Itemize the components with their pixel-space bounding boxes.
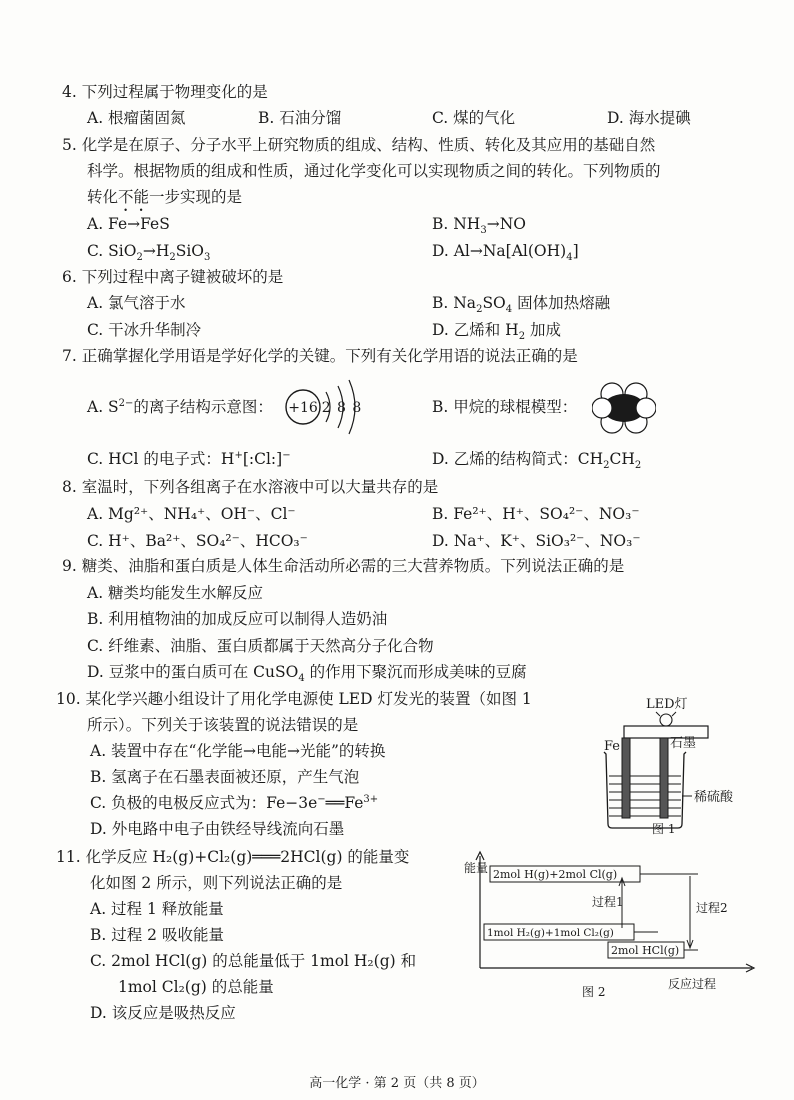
q7-stem: 7. 正确掌握化学用语是学好化学的关键。下列有关化学用语的说法正确的是 xyxy=(62,347,578,365)
level-mid-label: 1mol H₂(g)+1mol Cl₂(g) xyxy=(487,927,614,939)
q8-option-b: B. Fe²⁺、H⁺、SO₄²⁻、NO₃⁻ xyxy=(432,505,640,523)
process-2-label: 过程2 xyxy=(696,901,728,915)
q8-option-c: C. H⁺、Ba²⁺、SO₄²⁻、HCO₃⁻ xyxy=(87,532,308,550)
q10-stem-line2: 所示）。下列关于该装置的说法错误的是 xyxy=(87,716,359,734)
q5-option-c: C. $SiO_2\to H_2SiO_3$ xyxy=(87,242,211,264)
graphite-label: 石墨 xyxy=(670,736,697,751)
emphasis-not: 不能 xyxy=(118,188,150,206)
q4-option-c: C. 煤的气化 xyxy=(432,109,516,127)
q9-option-d: D. 豆浆中的蛋白质可在 CuSO$_4$ 的作用下聚沉而形成美味的豆腐 xyxy=(87,663,527,685)
q6-option-d: D. 乙烯和 $H_2$ 加成 xyxy=(432,321,561,343)
q6-option-a: A. 氯气溶于水 xyxy=(87,294,186,312)
figure-2-energy-diagram xyxy=(462,850,762,1000)
q11-option-c-line1: C. 2mol HCl(g) 的总能量低于 1mol H₂(g) 和 xyxy=(90,952,417,970)
q10-option-a: A. 装置中存在“化学能→电能→光能”的转换 xyxy=(90,742,386,760)
q7-option-a: A. $S^{2-}$的离子结构示意图： xyxy=(87,397,273,416)
figure-1-led-cell xyxy=(594,694,754,840)
q5-stem-line2: 科学。根据物质的组成和性质，通过化学变化可以实现物质之间的转化。下列物质的 xyxy=(87,162,661,180)
q11-option-a: A. 过程 1 释放能量 xyxy=(90,900,224,918)
q5-stem-line1: 5. 化学是在原子、分子水平上研究物质的组成、结构、性质、转化及其应用的基础自然 xyxy=(62,136,656,154)
q11-option-b: B. 过程 2 吸收能量 xyxy=(90,926,224,944)
q9-option-c: C. 纤维素、油脂、蛋白质都属于天然高分子化合物 xyxy=(87,637,434,655)
q4-option-b: B. 石油分馏 xyxy=(258,109,342,127)
q6-option-b: B. $Na_2SO_4$ 固体加热熔融 xyxy=(432,294,611,316)
led-label: LED灯 xyxy=(646,697,688,712)
sulfide-ion-diagram xyxy=(282,376,362,438)
methane-ball-stick-model xyxy=(592,380,656,436)
q11-stem-line1: 11. 化学反应 H₂(g)+Cl₂(g)═══2HCl(g) 的能量变 xyxy=(56,848,410,866)
q6-option-c: C. 干冰升华制冷 xyxy=(87,321,202,339)
q9-option-b: B. 利用植物油的加成反应可以制得人造奶油 xyxy=(87,610,388,628)
level-top-label: 2mol H(g)+2mol Cl(g) xyxy=(493,868,618,881)
figure-1-caption: 图 1 xyxy=(652,822,676,836)
q10-option-b: B. 氢离子在石墨表面被还原，产生气泡 xyxy=(90,768,360,786)
q5-option-d: D. $Al\to Na[Al(OH)_4]$ xyxy=(432,242,579,264)
x-axis-label: 反应过程 xyxy=(668,977,717,991)
q7-option-d: D. 乙烯的结构简式：$CH_2CH_2$ xyxy=(432,450,642,472)
q5-option-a: A. Fe→FeS xyxy=(87,215,170,233)
q5-stem-line3: 转化不能一步实现的是 xyxy=(87,188,243,206)
q8-stem: 8. 室温时，下列各组离子在水溶液中可以大量共存的是 xyxy=(62,478,439,496)
fe-label: Fe xyxy=(604,739,621,754)
q7-option-b: B. 甲烷的球棍模型： xyxy=(432,398,578,416)
q8-option-a: A. Mg²⁺、NH₄⁺、OH⁻、Cl⁻ xyxy=(87,505,296,523)
q9-option-a: A. 糖类均能发生水解反应 xyxy=(87,584,264,602)
q4-stem: 4. 下列过程属于物理变化的是 xyxy=(62,83,268,101)
q4-option-a: A. 根瘤菌固氮 xyxy=(87,109,186,127)
q7-option-c: C. HCl 的电子式：H+[:Cl:]− xyxy=(87,449,291,468)
q9-stem: 9. 糖类、油脂和蛋白质是人体生命活动所必需的三大营养物质。下列说法正确的是 xyxy=(62,557,625,575)
q11-option-c-line2: 1mol Cl₂(g) 的总能量 xyxy=(118,978,274,996)
q8-option-d: D. Na⁺、K⁺、SiO₃²⁻、NO₃⁻ xyxy=(432,532,641,550)
electron-shells: 2 8 8 xyxy=(321,400,362,416)
q10-option-c: C. 负极的电极反应式为：$Fe-3e^-══Fe^{3+}$ xyxy=(90,793,379,812)
q5-option-b: B. $NH_3\to NO$ xyxy=(432,215,526,237)
q10-stem-line1: 10. 某化学兴趣小组设计了用化学电源使 LED 灯发光的装置（如图 1 xyxy=(56,690,532,708)
q10-option-d: D. 外电路中电子由铁经导线流向石墨 xyxy=(90,820,345,838)
page-footer: 高一化学 · 第 2 页（共 8 页） xyxy=(309,1076,485,1091)
q11-stem-line2: 化如图 2 所示，则下列说法正确的是 xyxy=(90,874,343,892)
q11-option-d: D. 该反应是吸热反应 xyxy=(90,1004,236,1022)
led-bulb-icon xyxy=(660,714,672,726)
nucleus-charge: +16 xyxy=(288,400,318,416)
acid-label: 稀硫酸 xyxy=(694,790,734,805)
q4-option-d: D. 海水提碘 xyxy=(607,109,691,127)
y-axis-label: 能量 xyxy=(464,861,489,875)
figure-2-caption: 图 2 xyxy=(582,985,606,999)
q6-stem: 6. 下列过程中离子键被破坏的是 xyxy=(62,268,284,286)
level-bottom-label: 2mol HCl(g) xyxy=(611,944,680,957)
process-1-label: 过程1 xyxy=(592,895,624,909)
